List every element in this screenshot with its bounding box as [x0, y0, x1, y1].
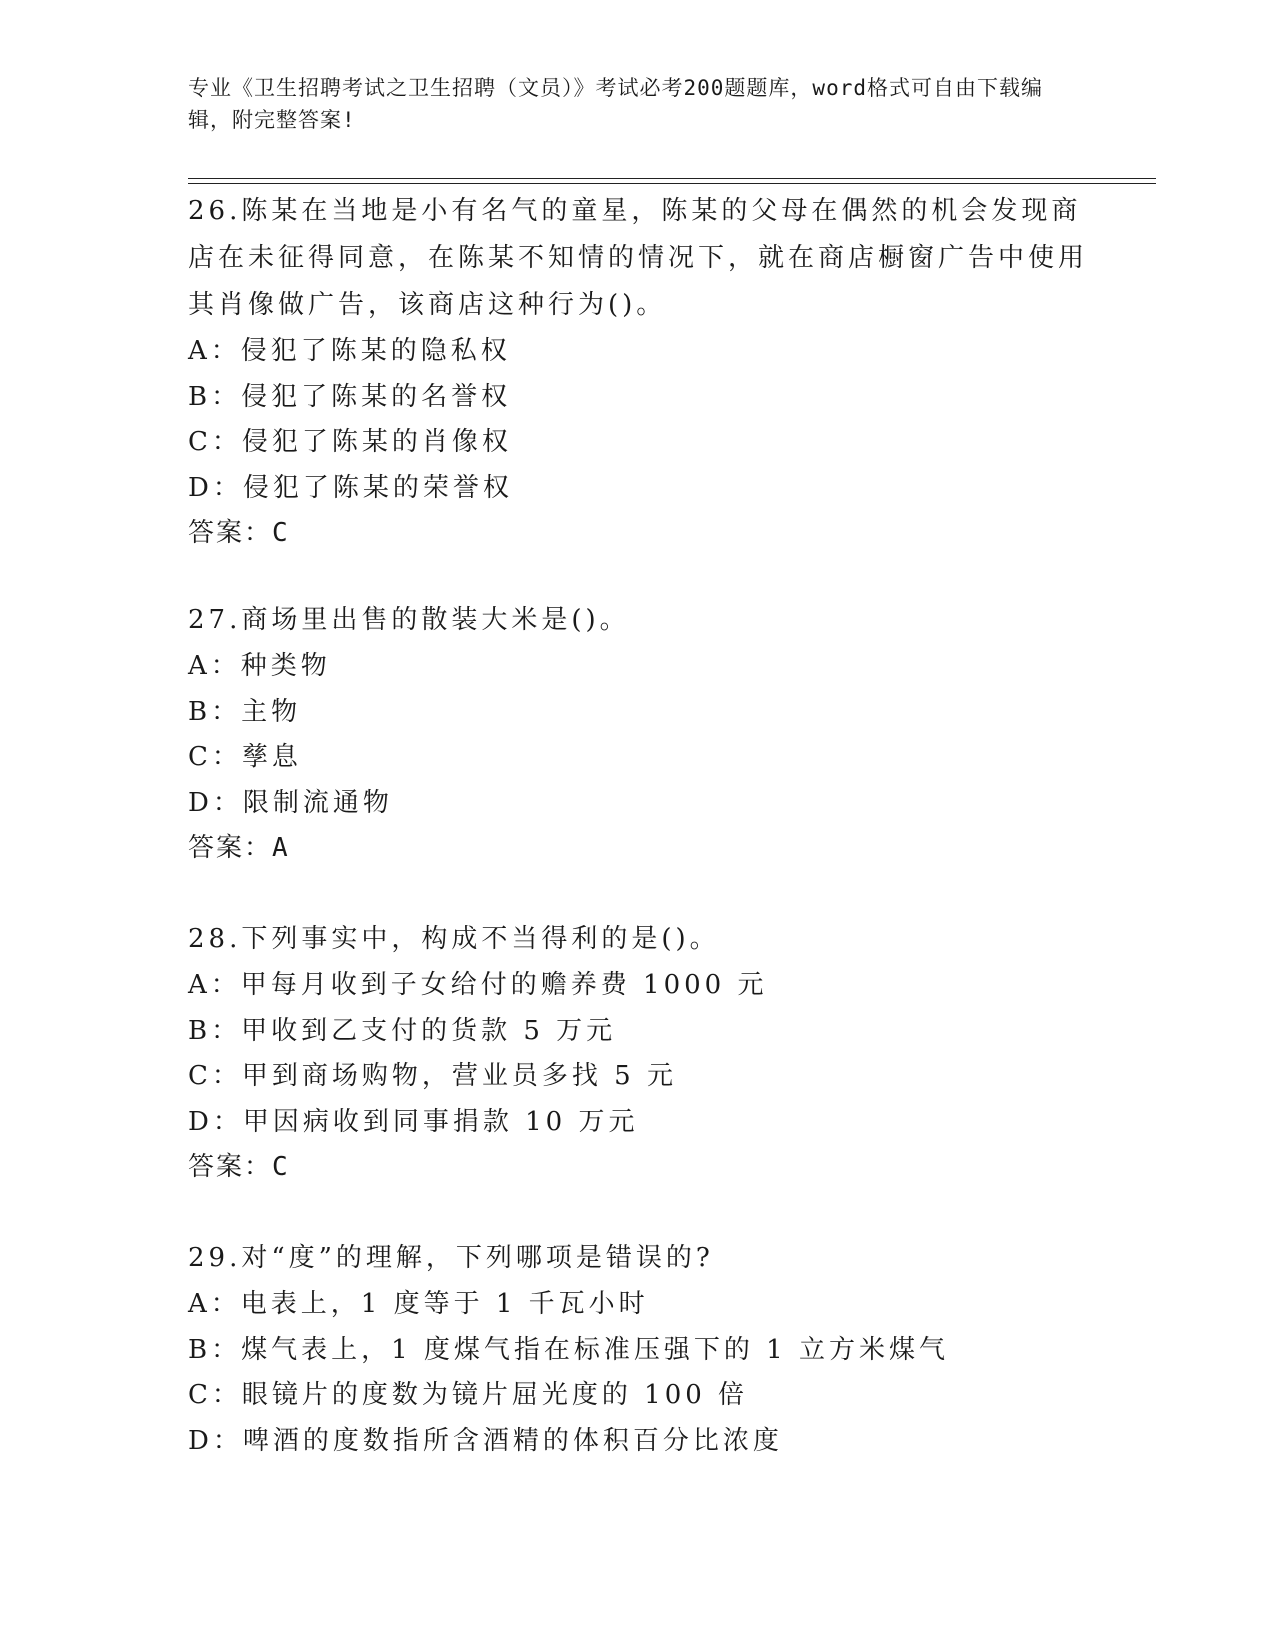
option-c: C：孳息: [188, 742, 302, 772]
option-b: B：甲收到乙支付的货款 5 万元: [188, 1015, 617, 1046]
option-a: A：种类物: [188, 651, 331, 681]
question-28: [188, 916, 1088, 1190]
question-stem: 29.对“度”的理解，下列哪项是错误的?: [188, 1243, 714, 1273]
option-c: C：眼镜片的度数为镜片屈光度的 100 倍: [188, 1380, 749, 1410]
option-c: C：侵犯了陈某的肖像权: [188, 427, 512, 457]
answer: [188, 511, 1088, 556]
answer-label: 答案：: [188, 1152, 273, 1182]
question-26: [188, 188, 1088, 556]
option-b: B：主物: [188, 696, 302, 727]
option-c: C：甲到商场购物，营业员多找 5 元: [188, 1061, 677, 1091]
answer-label: 答案：: [188, 518, 273, 548]
option-b: B：侵犯了陈某的名誉权: [188, 381, 512, 412]
option-a: A：甲每月收到子女给付的赡养费 1000 元: [188, 970, 768, 1000]
question-stem: 28.下列事实中，构成不当得利的是()。: [188, 924, 720, 954]
answer: [188, 1145, 1088, 1190]
question-stem: 27.商场里出售的散装大米是()。: [188, 605, 630, 635]
option-d: D：啤酒的度数指所含酒精的体积百分比浓度: [188, 1425, 783, 1456]
answer-value: C: [272, 1152, 290, 1182]
question-stem: 26.陈某在当地是小有名气的童星，陈某的父母在偶然的机会发现商店在未征得同意，在陈某不知情的情况下，就在商店橱窗广告中使用其肖像做广告，该商店这种行为()。: [188, 196, 1089, 320]
option-b: B：煤气表上，1 度煤气指在标准压强下的 1 立方米煤气: [188, 1334, 949, 1365]
answer-label: 答案：: [188, 833, 273, 863]
option-a: A：侵犯了陈某的隐私权: [188, 336, 511, 366]
option-d: D：限制流通物: [188, 787, 393, 818]
answer-value: C: [272, 518, 290, 548]
header-divider-top: [188, 178, 1156, 179]
question-27: [188, 597, 1088, 871]
question-29: [188, 1235, 1088, 1464]
header-divider-bottom: [188, 183, 1156, 184]
answer: [188, 826, 1088, 871]
option-a: A：电表上，1 度等于 1 千瓦小时: [188, 1289, 649, 1319]
option-d: D：甲因病收到同事捐款 10 万元: [188, 1106, 639, 1137]
option-d: D：侵犯了陈某的荣誉权: [188, 472, 513, 503]
document-header: 专业《卫生招聘考试之卫生招聘（文员）》考试必考200题题库，word格式可自由下载编辑，附完整答案!: [188, 76, 1043, 132]
answer-value: A: [272, 833, 290, 863]
